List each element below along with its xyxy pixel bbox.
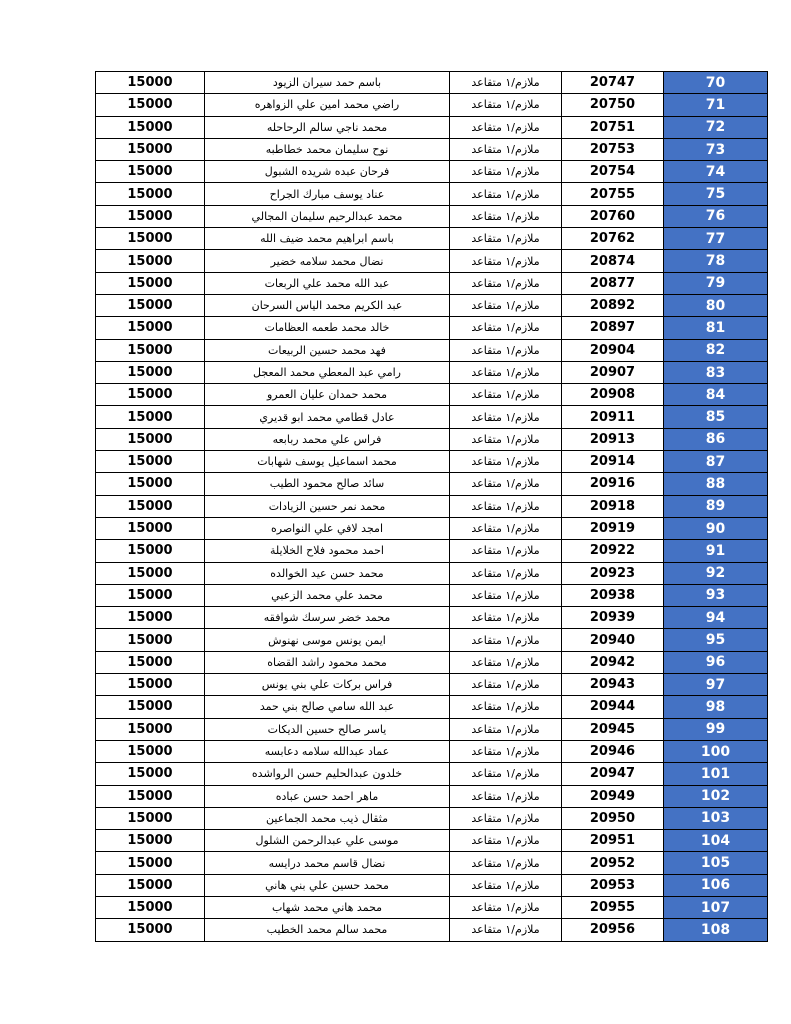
amount-cell: 15000 [96, 718, 205, 740]
name-cell: رامي عبد المعطي محمد المعجل [205, 361, 450, 383]
table-row [96, 517, 768, 539]
id-cell: 20951 [562, 830, 664, 852]
id-cell: 20939 [562, 607, 664, 629]
name-cell: ماهر احمد حسن عباده [205, 785, 450, 807]
name-cell: محمد نمر حسين الزيادات [205, 495, 450, 517]
table-row [96, 629, 768, 651]
id-cell: 20949 [562, 785, 664, 807]
id-cell: 20945 [562, 718, 664, 740]
id-cell: 20922 [562, 540, 664, 562]
serial-number-cell: 76 [664, 205, 768, 227]
table-row [96, 807, 768, 829]
serial-number-cell: 88 [664, 473, 768, 495]
rank-cell: ملازم/١ متقاعد [450, 584, 562, 606]
name-cell: خالد محمد طعمه العظامات [205, 317, 450, 339]
amount-cell: 15000 [96, 852, 205, 874]
serial-number-cell: 99 [664, 718, 768, 740]
name-cell: ياسر صالح حسين الديكات [205, 718, 450, 740]
id-cell: 20956 [562, 919, 664, 941]
amount-cell: 15000 [96, 317, 205, 339]
name-cell: محمد اسماعيل يوسف شهابات [205, 451, 450, 473]
rank-cell: ملازم/١ متقاعد [450, 718, 562, 740]
table-row [96, 183, 768, 205]
serial-number-cell: 95 [664, 629, 768, 651]
id-cell: 20914 [562, 451, 664, 473]
amount-cell: 15000 [96, 495, 205, 517]
table-row [96, 896, 768, 918]
id-cell: 20938 [562, 584, 664, 606]
serial-number-cell: 106 [664, 874, 768, 896]
id-cell: 20874 [562, 250, 664, 272]
amount-cell: 15000 [96, 428, 205, 450]
table-row [96, 852, 768, 874]
id-cell: 20755 [562, 183, 664, 205]
rank-cell: ملازم/١ متقاعد [450, 919, 562, 941]
name-cell: عبد الكريم محمد الياس السرحان [205, 294, 450, 316]
table-row [96, 674, 768, 696]
rank-cell: ملازم/١ متقاعد [450, 874, 562, 896]
name-cell: عادل قطامي محمد ابو قديري [205, 406, 450, 428]
name-cell: احمد محمود فلاح الخلايلة [205, 540, 450, 562]
rank-cell: ملازم/١ متقاعد [450, 517, 562, 539]
id-cell: 20753 [562, 138, 664, 160]
serial-number-cell: 79 [664, 272, 768, 294]
rank-cell: ملازم/١ متقاعد [450, 629, 562, 651]
name-cell: ايمن يونس موسى نهنوش [205, 629, 450, 651]
table-row [96, 428, 768, 450]
amount-cell: 15000 [96, 361, 205, 383]
amount-cell: 15000 [96, 607, 205, 629]
amount-cell: 15000 [96, 72, 205, 94]
name-cell: محمد سالم محمد الخطيب [205, 919, 450, 941]
rank-cell: ملازم/١ متقاعد [450, 607, 562, 629]
amount-cell: 15000 [96, 807, 205, 829]
table-row [96, 72, 768, 94]
serial-number-cell: 107 [664, 896, 768, 918]
rank-cell: ملازم/١ متقاعد [450, 317, 562, 339]
id-cell: 20760 [562, 205, 664, 227]
table-row [96, 361, 768, 383]
serial-number-cell: 93 [664, 584, 768, 606]
serial-number-cell: 86 [664, 428, 768, 450]
serial-number-cell: 70 [664, 72, 768, 94]
serial-number-cell: 80 [664, 294, 768, 316]
serial-number-cell: 81 [664, 317, 768, 339]
id-cell: 20916 [562, 473, 664, 495]
id-cell: 20947 [562, 763, 664, 785]
serial-number-cell: 82 [664, 339, 768, 361]
id-cell: 20946 [562, 740, 664, 762]
amount-cell: 15000 [96, 473, 205, 495]
amount-cell: 15000 [96, 629, 205, 651]
serial-number-cell: 104 [664, 830, 768, 852]
rank-cell: ملازم/١ متقاعد [450, 294, 562, 316]
rank-cell: ملازم/١ متقاعد [450, 896, 562, 918]
amount-cell: 15000 [96, 183, 205, 205]
table-row [96, 919, 768, 941]
name-cell: باسم ابراهيم محمد ضيف الله [205, 228, 450, 250]
rank-cell: ملازم/١ متقاعد [450, 250, 562, 272]
rank-cell: ملازم/١ متقاعد [450, 94, 562, 116]
table-row [96, 830, 768, 852]
id-cell: 20877 [562, 272, 664, 294]
serial-number-cell: 87 [664, 451, 768, 473]
serial-number-cell: 74 [664, 161, 768, 183]
amount-cell: 15000 [96, 406, 205, 428]
name-cell: عبد الله سامي صالح بني حمد [205, 696, 450, 718]
amount-cell: 15000 [96, 451, 205, 473]
serial-number-cell: 94 [664, 607, 768, 629]
id-cell: 20911 [562, 406, 664, 428]
name-cell: فرحان عبده شريده الشبول [205, 161, 450, 183]
rank-cell: ملازم/١ متقاعد [450, 651, 562, 673]
table-row [96, 205, 768, 227]
rank-cell: ملازم/١ متقاعد [450, 852, 562, 874]
rank-cell: ملازم/١ متقاعد [450, 740, 562, 762]
table-row [96, 718, 768, 740]
serial-number-cell: 84 [664, 384, 768, 406]
table-row [96, 740, 768, 762]
table-row [96, 339, 768, 361]
serial-number-cell: 90 [664, 517, 768, 539]
amount-cell: 15000 [96, 651, 205, 673]
table-row [96, 272, 768, 294]
id-cell: 20754 [562, 161, 664, 183]
amount-cell: 15000 [96, 562, 205, 584]
serial-number-cell: 89 [664, 495, 768, 517]
table-row [96, 696, 768, 718]
rank-cell: ملازم/١ متقاعد [450, 763, 562, 785]
amount-cell: 15000 [96, 384, 205, 406]
rank-cell: ملازم/١ متقاعد [450, 451, 562, 473]
name-cell: محمد هاني محمد شهاب [205, 896, 450, 918]
serial-number-cell: 77 [664, 228, 768, 250]
rank-cell: ملازم/١ متقاعد [450, 696, 562, 718]
serial-number-cell: 108 [664, 919, 768, 941]
rank-cell: ملازم/١ متقاعد [450, 473, 562, 495]
amount-cell: 15000 [96, 874, 205, 896]
name-cell: سائد صالح محمود الطيب [205, 473, 450, 495]
table-row [96, 406, 768, 428]
table-row [96, 94, 768, 116]
serial-number-cell: 101 [664, 763, 768, 785]
table-row [96, 228, 768, 250]
rank-cell: ملازم/١ متقاعد [450, 495, 562, 517]
table-row [96, 384, 768, 406]
id-cell: 20913 [562, 428, 664, 450]
table-row [96, 763, 768, 785]
id-cell: 20750 [562, 94, 664, 116]
name-cell: باسم حمد سيران الزيود [205, 72, 450, 94]
table-row [96, 451, 768, 473]
amount-cell: 15000 [96, 830, 205, 852]
id-cell: 20952 [562, 852, 664, 874]
table-body [96, 72, 768, 942]
amount-cell: 15000 [96, 785, 205, 807]
amount-cell: 15000 [96, 919, 205, 941]
rank-cell: ملازم/١ متقاعد [450, 161, 562, 183]
rank-cell: ملازم/١ متقاعد [450, 138, 562, 160]
id-cell: 20950 [562, 807, 664, 829]
amount-cell: 15000 [96, 205, 205, 227]
name-cell: خلدون عبدالحليم حسن الرواشده [205, 763, 450, 785]
name-cell: فهد محمد حسين الربيعات [205, 339, 450, 361]
amount-cell: 15000 [96, 896, 205, 918]
id-cell: 20892 [562, 294, 664, 316]
name-cell: محمد حسن عيد الخوالده [205, 562, 450, 584]
rank-cell: ملازم/١ متقاعد [450, 361, 562, 383]
name-cell: محمد علي محمد الزعبي [205, 584, 450, 606]
amount-cell: 15000 [96, 228, 205, 250]
rank-cell: ملازم/١ متقاعد [450, 205, 562, 227]
name-cell: موسى علي عبدالرحمن الشلول [205, 830, 450, 852]
name-cell: محمد محمود راشد القضاه [205, 651, 450, 673]
name-cell: امجد لافي علي النواصره [205, 517, 450, 539]
rank-cell: ملازم/١ متقاعد [450, 562, 562, 584]
rank-cell: ملازم/١ متقاعد [450, 384, 562, 406]
amount-cell: 15000 [96, 339, 205, 361]
table-row [96, 540, 768, 562]
name-cell: فراس بركات علي بني يونس [205, 674, 450, 696]
serial-number-cell: 100 [664, 740, 768, 762]
table-row [96, 294, 768, 316]
serial-number-cell: 97 [664, 674, 768, 696]
name-cell: عبد الله محمد علي الربعات [205, 272, 450, 294]
serial-number-cell: 71 [664, 94, 768, 116]
serial-number-cell: 83 [664, 361, 768, 383]
amount-cell: 15000 [96, 138, 205, 160]
amount-cell: 15000 [96, 740, 205, 762]
name-cell: محمد خضر سرسك شوافقه [205, 607, 450, 629]
table-row [96, 562, 768, 584]
name-cell: محمد ناجي سالم الرحاحله [205, 116, 450, 138]
amount-cell: 15000 [96, 763, 205, 785]
rank-cell: ملازم/١ متقاعد [450, 807, 562, 829]
amount-cell: 15000 [96, 517, 205, 539]
amount-cell: 15000 [96, 294, 205, 316]
table-row [96, 495, 768, 517]
id-cell: 20942 [562, 651, 664, 673]
table-row [96, 250, 768, 272]
rank-cell: ملازم/١ متقاعد [450, 540, 562, 562]
name-cell: محمد حسين علي بني هاني [205, 874, 450, 896]
id-cell: 20918 [562, 495, 664, 517]
id-cell: 20904 [562, 339, 664, 361]
retirees-table [95, 71, 768, 942]
table-row [96, 584, 768, 606]
id-cell: 20762 [562, 228, 664, 250]
name-cell: مثقال ذيب محمد الجماعين [205, 807, 450, 829]
name-cell: محمد عبدالرحيم سليمان المجالي [205, 205, 450, 227]
amount-cell: 15000 [96, 250, 205, 272]
id-cell: 20944 [562, 696, 664, 718]
id-cell: 20955 [562, 896, 664, 918]
amount-cell: 15000 [96, 94, 205, 116]
table-row [96, 161, 768, 183]
serial-number-cell: 102 [664, 785, 768, 807]
rank-cell: ملازم/١ متقاعد [450, 406, 562, 428]
rank-cell: ملازم/١ متقاعد [450, 830, 562, 852]
table-row [96, 473, 768, 495]
serial-number-cell: 73 [664, 138, 768, 160]
id-cell: 20907 [562, 361, 664, 383]
id-cell: 20747 [562, 72, 664, 94]
id-cell: 20897 [562, 317, 664, 339]
id-cell: 20751 [562, 116, 664, 138]
rank-cell: ملازم/١ متقاعد [450, 272, 562, 294]
rank-cell: ملازم/١ متقاعد [450, 674, 562, 696]
name-cell: نوح سليمان محمد خطاطبه [205, 138, 450, 160]
rank-cell: ملازم/١ متقاعد [450, 72, 562, 94]
rank-cell: ملازم/١ متقاعد [450, 183, 562, 205]
amount-cell: 15000 [96, 584, 205, 606]
rank-cell: ملازم/١ متقاعد [450, 339, 562, 361]
table-row [96, 874, 768, 896]
amount-cell: 15000 [96, 116, 205, 138]
rank-cell: ملازم/١ متقاعد [450, 228, 562, 250]
serial-number-cell: 72 [664, 116, 768, 138]
name-cell: نضال قاسم محمد درايسه [205, 852, 450, 874]
name-cell: راضي محمد امين علي الزواهره [205, 94, 450, 116]
id-cell: 20940 [562, 629, 664, 651]
name-cell: محمد حمدان عليان العمرو [205, 384, 450, 406]
amount-cell: 15000 [96, 696, 205, 718]
serial-number-cell: 75 [664, 183, 768, 205]
table-row [96, 607, 768, 629]
id-cell: 20908 [562, 384, 664, 406]
amount-cell: 15000 [96, 272, 205, 294]
serial-number-cell: 105 [664, 852, 768, 874]
table-row [96, 138, 768, 160]
name-cell: عناد يوسف مبارك الجراح [205, 183, 450, 205]
serial-number-cell: 98 [664, 696, 768, 718]
table-row [96, 116, 768, 138]
id-cell: 20919 [562, 517, 664, 539]
serial-number-cell: 85 [664, 406, 768, 428]
table-row [96, 785, 768, 807]
serial-number-cell: 91 [664, 540, 768, 562]
amount-cell: 15000 [96, 161, 205, 183]
amount-cell: 15000 [96, 540, 205, 562]
rank-cell: ملازم/١ متقاعد [450, 785, 562, 807]
serial-number-cell: 96 [664, 651, 768, 673]
name-cell: عماد عبدالله سلامه دعابسه [205, 740, 450, 762]
id-cell: 20953 [562, 874, 664, 896]
amount-cell: 15000 [96, 674, 205, 696]
table-row [96, 651, 768, 673]
id-cell: 20923 [562, 562, 664, 584]
serial-number-cell: 103 [664, 807, 768, 829]
name-cell: نضال محمد سلامه خضير [205, 250, 450, 272]
name-cell: فراس علي محمد ربابعه [205, 428, 450, 450]
id-cell: 20943 [562, 674, 664, 696]
serial-number-cell: 92 [664, 562, 768, 584]
table-row [96, 317, 768, 339]
rank-cell: ملازم/١ متقاعد [450, 428, 562, 450]
serial-number-cell: 78 [664, 250, 768, 272]
rank-cell: ملازم/١ متقاعد [450, 116, 562, 138]
